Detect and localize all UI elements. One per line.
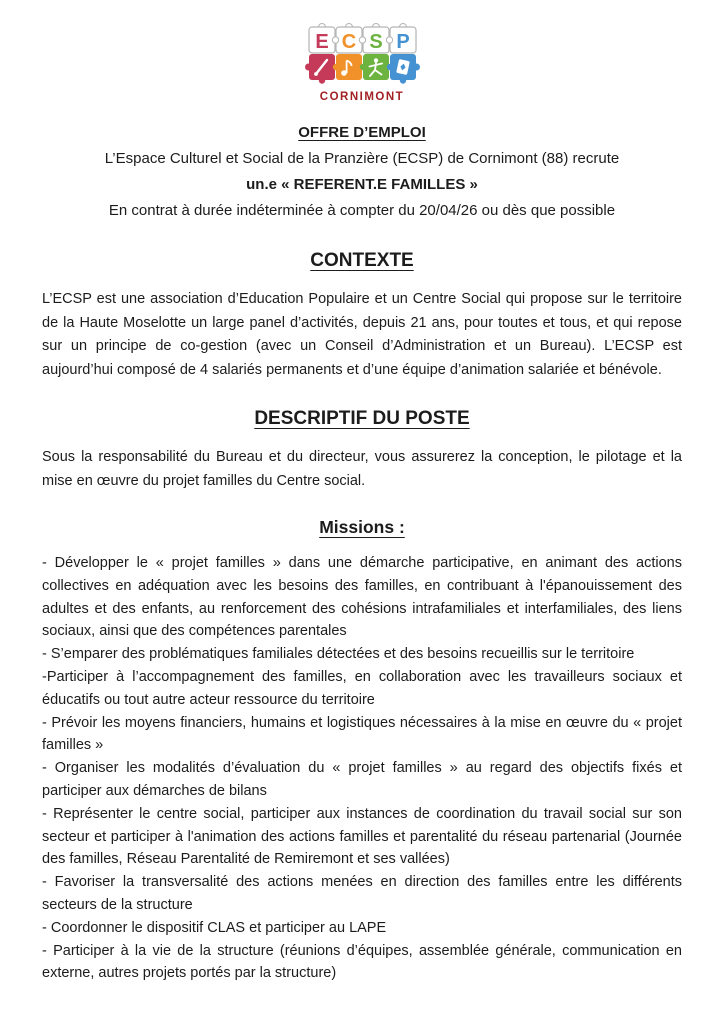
logo-icon-pieces	[305, 54, 420, 84]
document-title: OFFRE D’EMPLOI	[298, 124, 426, 141]
missions-heading: Missions :	[319, 517, 405, 537]
logo-letter-pieces	[309, 24, 416, 54]
logo-caption: CORNIMONT	[319, 91, 405, 103]
mission-item: - Favoriser la transversalité des actions menées en direction des familles entre les différents secteurs de la structure	[42, 874, 682, 913]
mission-item: - Prévoir les moyens financiers, humains et logistiques nécessaires à la mise en œuvre du « projet familles »	[42, 714, 682, 754]
missions-list	[42, 552, 682, 985]
descriptif-heading: DESCRIPTIF DU POSTE	[254, 408, 470, 429]
descriptif-paragraph: Sous la responsabilité du Bureau et du directeur, vous assurerez la conception, le pilotage et la mise en œuvre du projet familles du Centre social.	[42, 449, 682, 489]
header-organisation-line: L’Espace Culturel et Social de la Pranzière (ECSP) de Cornimont (88) recrute	[104, 150, 620, 167]
contexte-heading: CONTEXTE	[310, 250, 414, 271]
mission-item: - Représenter le centre social, participer aux instances de coordination du travail social sur son secteur et participer à l'animation des actions familles et parentalité du réseau partenarial (Journée des familles, Réseau Parentalité de Remiremont et ses vallées)	[42, 805, 682, 868]
contexte-paragraph: L’ECSP est une association d’Education Populaire et un Centre Social qui propose sur le territoire de la Haute Moselotte un large panel d’activités, depuis 21 ans, pour toutes et tous, et qui repose sur un principe de co-gestion (avec un Conseil d’Administration et un Bureau). L’ECSP est aujourd’hui composé de 4 salariés permanents et d’une équipe d’animation salariée et bénévole.	[42, 291, 682, 378]
mission-item: -Participer à l’accompagnement des familles, en collaboration avec les travailleurs sociaux et éducatifs ou tout autre acteur ressource du territoire	[42, 668, 682, 708]
logo-letter-p: P	[396, 31, 410, 53]
logo-letter-e: E	[315, 31, 329, 53]
mission-item: - Développer le « projet familles » dans une démarche participative, en animant des actions collectives en adéquation avec les besoins des familles, en contribuant à l'épanouissement des adultes et des enfants, au renforcement des cohésions intrafamiliales et interfamiliales, des liens sociaux, ainsi que des compétences parentales	[42, 555, 682, 640]
header-contract-line: En contrat à durée indéterminée à compter du 20/04/26 ou dès que possible	[108, 202, 616, 219]
ecsp-logo	[0, 0, 724, 108]
logo-letter-c: C	[341, 31, 357, 53]
header-position-line: un.e « REFERENT.E FAMILLES »	[246, 176, 478, 193]
mission-item: - Coordonner le dispositif CLAS et participer au LAPE	[42, 919, 387, 936]
mission-item: - S’emparer des problématiques familiales détectées et des besoins recueillis sur le territoire	[42, 646, 635, 663]
document-header	[42, 120, 682, 224]
ecsp-puzzle-logo	[296, 22, 428, 108]
mission-item: - Participer à la vie de la structure (réunions d’équipes, assemblée générale, communication en externe, autres projets portés par la structure)	[42, 942, 682, 982]
mission-item: - Organiser les modalités d’évaluation du « projet familles » au regard des objectifs fixés et participer aux démarches de bilans	[42, 760, 682, 799]
logo-letter-s: S	[369, 31, 383, 53]
